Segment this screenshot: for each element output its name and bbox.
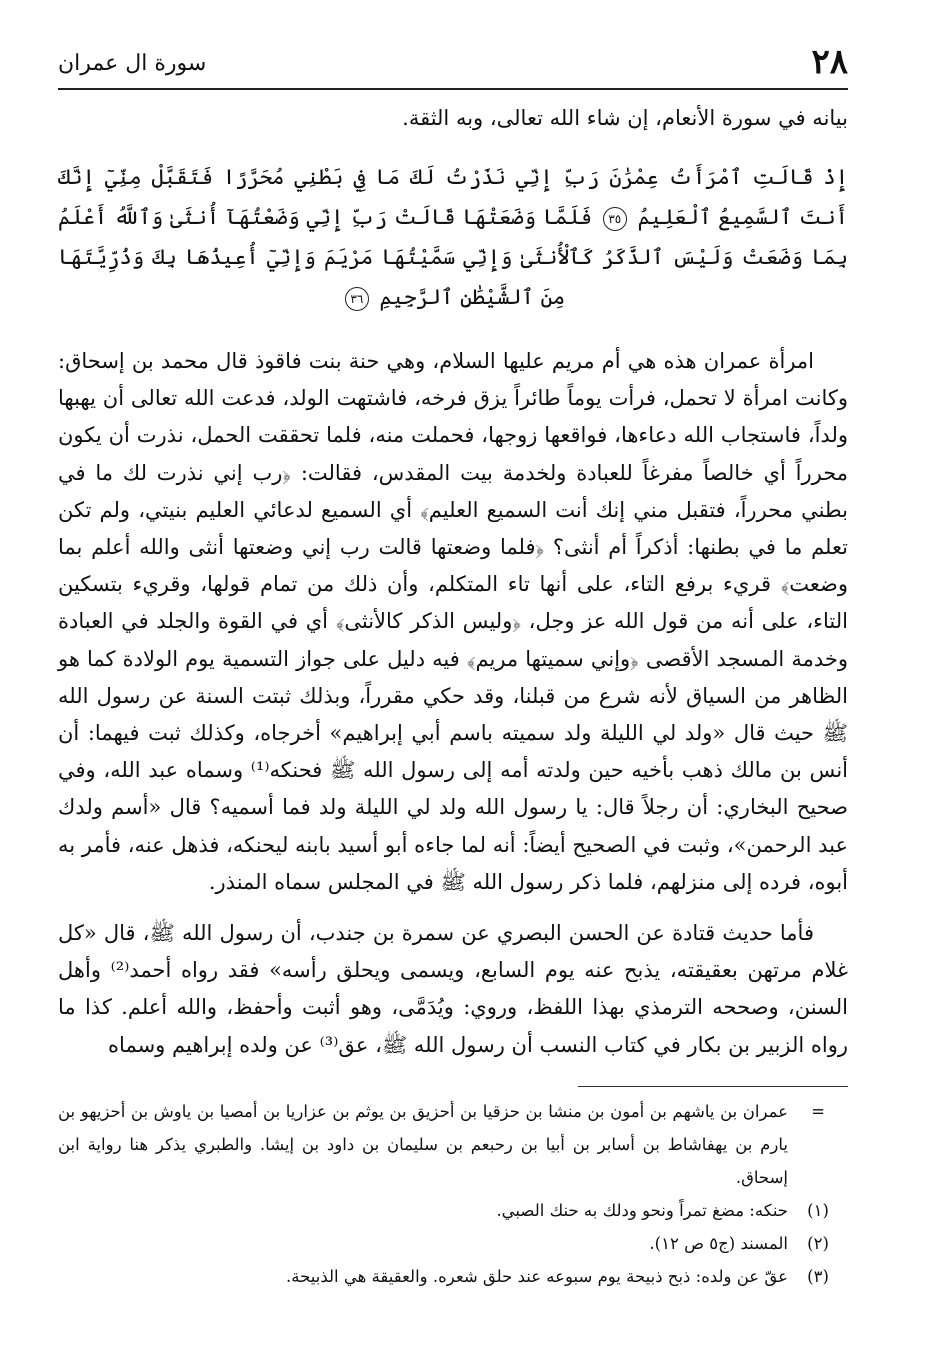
footnote-separator: [578, 1086, 848, 1087]
verse-35-text: إِذْ قَالَتِ ٱمْرَأَتُ عِمْرَٰنَ رَبِّ إِنِّي نَذَرْتُ لَكَ مَا فِي بَطْنِي مُحَرَّرًا فَتَقَبَّلْ مِنِّيٓ إِنَّكَ أَنتَ ٱلسَّمِيعُ ٱلْعَلِيمُ: [58, 165, 848, 229]
intro-line: بيانه في سورة الأنعام، إن شاء الله تعالى، وبه الثقة.: [402, 106, 848, 130]
continuation-marker: =: [811, 1101, 825, 1121]
commentary-body: [58, 343, 848, 1064]
commentary-paragraph-2: فأما حديث قتادة عن الحسن البصري عن سمرة بن جندب، أن رسول الله ﷺ، قال «كل غلام مرتهن بعقيقته، يذبح عنه يوم السابع، ويسمى ويحلق رأسه» فقد رواه أحمد⁽²⁾ وأهل السنن، وصححه الترمذي بهذا اللفظ، وروي: ويُدَمَّى، وهو أثبت وأحفظ، والله أعلم. كذا ما رواه الزبير بن بكار في كتاب النسب أن رسول الله ﷺ، عق⁽³⁾ عن ولده إبراهيم وسماه: [58, 921, 848, 1057]
footnote-text: عقّ عن ولده: ذبح ذبيحة يوم سبوعه عند حلق شعره. والعقيقة هي الذبيحة.: [286, 1266, 788, 1286]
footnote-text: المسند (ج٥ ص ١٢).: [649, 1233, 788, 1253]
footnote-2: [58, 1227, 848, 1260]
footnote-1: [58, 1194, 848, 1227]
footnotes: [58, 1095, 848, 1293]
continuation-text: عمران بن ياشهم بن أمون بن منشا بن حزقيا بن أحزيق بن يوثم بن عزاريا بن أمصيا بن ياوش بن أحزيهو بن يارم بن يهفاشاط بن أسابر بن أبيا بن رحبعم بن سليمان بن داود بن إيشا. والطبري يذكر هنا رواية ابن إسحاق.: [58, 1101, 788, 1187]
quran-verse-block: [58, 157, 848, 317]
footnote-continuation: [58, 1095, 848, 1194]
footnote-label: (٣): [807, 1266, 829, 1286]
footnote-label: (٢): [807, 1233, 829, 1253]
footnote-text: حنكه: مضغ تمراً ونحو ودلك به حنك الصبي.: [496, 1200, 788, 1220]
ayah-number-35: ٣٥: [603, 207, 627, 231]
footnote-3: [58, 1260, 848, 1293]
footnote-label: (١): [807, 1200, 829, 1220]
verse-36-text: فَلَمَّا وَضَعَتْهَا قَالَتْ رَبِّ إِنِّي وَضَعْتُهَآ أُنثَىٰ وَٱللَّهُ أَعْلَمُ بِمَا وَضَعَتْ وَلَيْسَ ٱلذَّكَرُ كَٱلْأُنثَىٰ وَإِنِّي سَمَّيْتُهَا مَرْيَمَ وَإِنِّيٓ أُعِيذُهَا بِكَ وَذُرِّيَّتَهَا مِنَ ٱلشَّيْطَٰنِ ٱلرَّجِيمِ: [58, 205, 848, 309]
page-header: [58, 38, 848, 90]
ayah-number-36: ٣٦: [345, 287, 369, 311]
running-title: سورة ال عمران: [58, 51, 207, 76]
commentary-paragraph-1: امرأة عمران هذه هي أم مريم عليها السلام، وهي حنة بنت فاقوذ قال محمد بن إسحاق: وكانت امرأة لا تحمل، فرأت يوماً طائراً يزق فرخه، فاشتهت الولد، فدعت الله تعالى أن يهبها ولداً، فاستجاب الله دعاءها، فواقعها زوجها، فحملت منه، فلما تحققت الحمل، نذرت أن يكون محرراً أي خالصاً مفرغاً للعبادة ولخدمة بيت المقدس، فقالت: ﴿رب إني نذرت لك ما في بطني محرراً، فتقبل مني إنك أنت السميع العليم﴾ أي السميع لدعائي العليم بنيتي، ولم تكن تعلم ما في بطنها: أذكراً أم أنثى؟ ﴿فلما وضعتها قالت رب إني وضعتها أنثى والله أعلم بما وضعت﴾ قريء برفع التاء، على أنها تاء المتكلم، وأن ذلك من تمام قولها، وقريء بتسكين التاء، على أنه من قول الله عز وجل، ﴿وليس الذكر كالأنثى﴾ أي في القوة والجلد في العبادة وخدمة المسجد الأقصى ﴿وإني سميتها مريم﴾ فيه دليل على جواز التسمية يوم الولادة كما هو الظاهر من السياق لأنه شرع من قبلنا، وقد حكي مقرراً، وبذلك ثبتت السنة عن رسول الله ﷺ حيث قال «ولد لي الليلة ولد سميته باسم أبي إبراهيم» أخرجاه، وكذلك ثبت فيهما: أن أنس بن مالك ذهب بأخيه حين ولدته أمه إلى رسول الله ﷺ فحنكه⁽¹⁾ وسماه عبد الله، وفي صحيح البخاري: أن رجلاً قال: يا رسول الله ولد لي الليلة ولد فما أسميه؟ قال «أسم ولدك عبد الرحمن»، وثبت في الصحيح أيضاً: أنه لما جاءه أبو أسيد بابنه ليحنكه، فذهل عنه، فأمر به أبوه، فرده إلى منزلهم، فلما ذكر رسول الله ﷺ في المجلس سماه المنذر.: [58, 349, 848, 894]
page-number: ٢٨: [811, 42, 848, 82]
book-page: [58, 38, 848, 1338]
